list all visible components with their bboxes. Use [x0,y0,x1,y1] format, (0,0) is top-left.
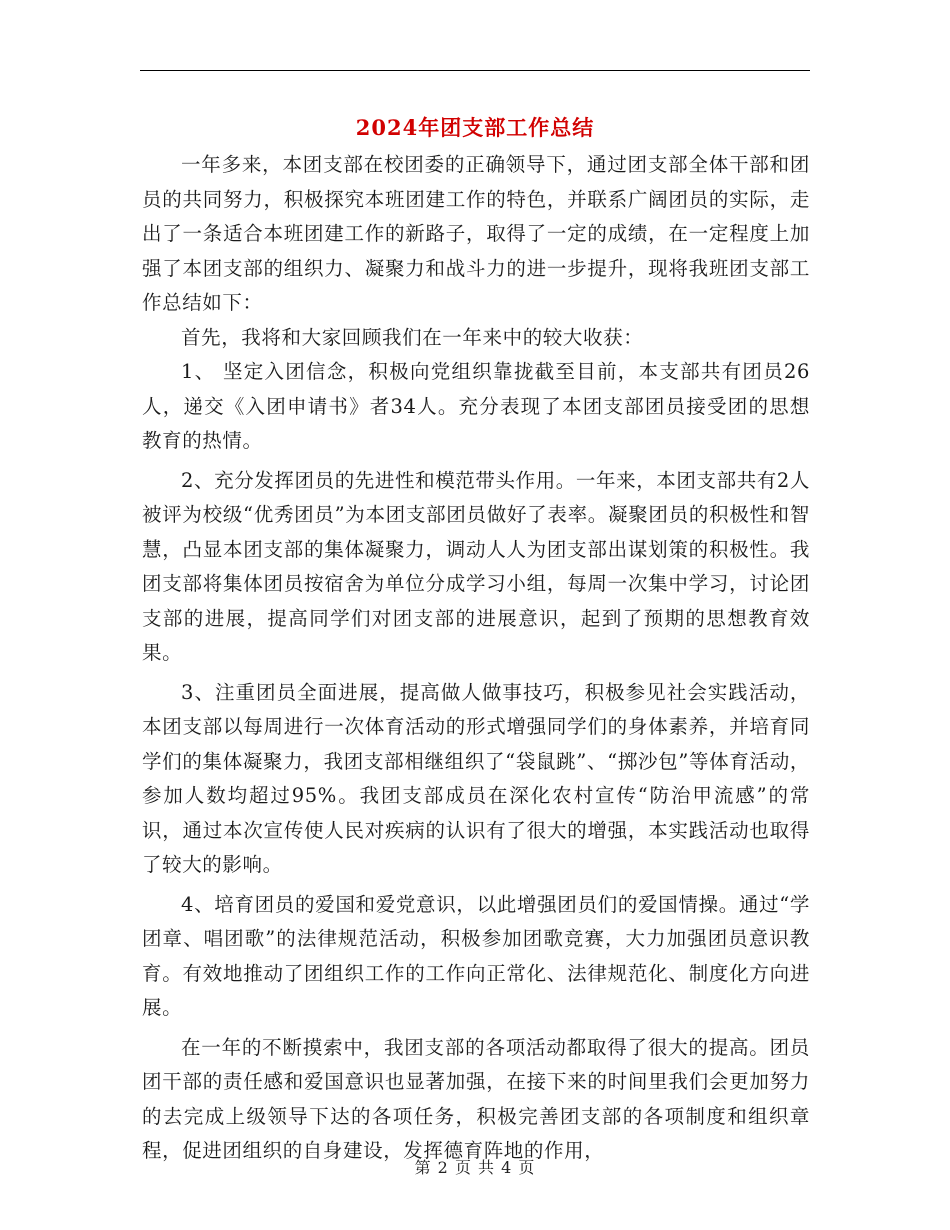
document-body [142,148,810,1169]
paragraph-item-3: 3、注重团员全面进展，提高做人做事技巧，积极参见社会实践活动，本团支部以每周进行一次体育活动的形式增强同学们的身体素养，并培育同学们的集体凝聚力，我团支部相继组织了“袋鼠跳”、“掷沙包”等体育活动，参加人数均超过95%。我团支部成员在深化农村宣传“防治甲流感”的常识，通过本次宣传使人民对疾病的认识有了很大的增强，本实践活动也取得了较大的影响。 [142,680,810,876]
paragraph-item-1: 1、 坚定入团信念，积极向党组织靠拢截至目前，本支部共有团员26人，递交《入团申请书》者34人。充分表现了本团支部团员接受团的思想教育的热情。 [142,360,810,452]
header-rule [140,70,810,71]
page-number: 第 2 页 共 4 页 [414,1158,536,1177]
paragraph-conclusion: 在一年的不断摸索中，我团支部的各项活动都取得了很大的提高。团员团干部的责任感和爱国意识也显著加强，在接下来的时间里我们会更加努力的去完成上级领导下达的各项任务，积极完善团支部的各项制度和组织章程，促进团组织的自身建设，发挥德育阵地的作用， [142,1035,810,1162]
document-title: 2024年团支部工作总结 [355,115,595,140]
paragraph-item-4: 4、培育团员的爱国和爱党意识，以此增强团员们的爱国情操。通过“学团章、唱团歌”的法律规范活动，积极参加团歌竞赛，大力加强团员意识教育。有效地推动了团组织工作的工作向正常化、法律规范化、制度化方向进展。 [142,892,810,1019]
paragraph-item-2: 2、充分发挥团员的先进性和模范带头作用。一年来，本团支部共有2人被评为校级“优秀团员”为本团支部团员做好了表率。凝聚团员的积极性和智慧，凸显本团支部的集体凝聚力，调动人人为团支部出谋划策的积极性。我团支部将集体团员按宿舍为单位分成学习小组，每周一次集中学习，讨论团支部的进展，提高同学们对团支部的进展意识，起到了预期的思想教育效果。 [142,468,811,664]
paragraph-intro: 一年多来，本团支部在校团委的正确领导下，通过团支部全体干部和团员的共同努力，积极探究本班团建工作的特色，并联系广阔团员的实际，走出了一条适合本班团建工作的新路子，取得了一定的成绩，在一定程度上加强了本团支部的组织力、凝聚力和战斗力的进一步提升，现将我班团支部工作总结如下： [142,153,810,314]
paragraph-review: 首先，我将和大家回顾我们在一年来中的较大收获： [181,325,644,349]
